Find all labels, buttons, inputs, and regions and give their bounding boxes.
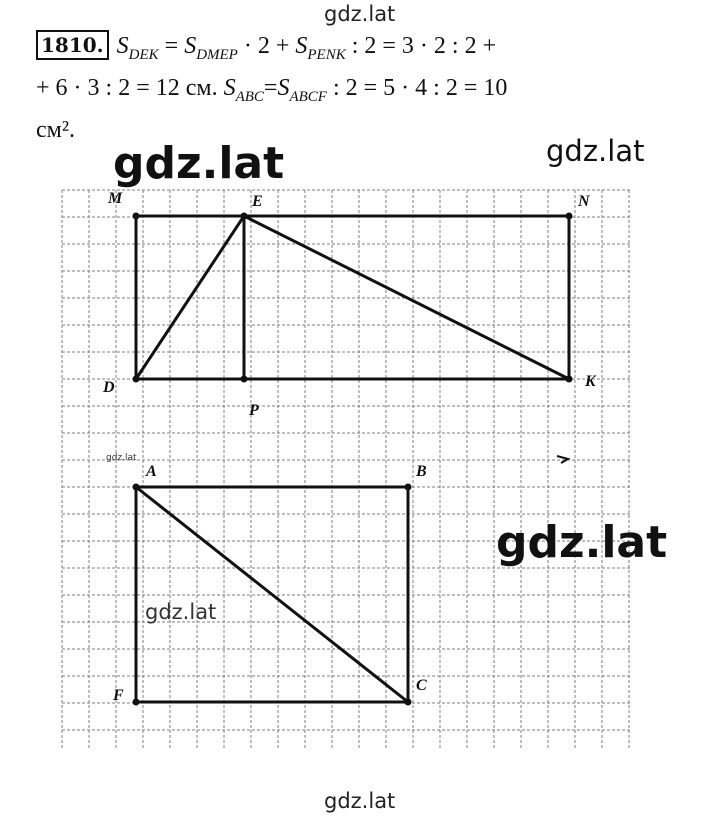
point-m <box>133 213 140 220</box>
watermark-mid-left: gdz.lat <box>145 600 217 624</box>
label-p: P <box>249 402 259 419</box>
watermark-top: gdz.lat <box>324 2 396 26</box>
problem-line-1-text: $S_{DEK} = S_{DMEP} \cdot 2 + S_{PENK}$ : 2 = 3 · 2 : 2 + <box>116 33 497 63</box>
watermark-big-left: gdz.lat <box>113 138 285 189</box>
point-f <box>133 699 140 706</box>
label-e: E <box>252 193 263 210</box>
watermark-mid-right: gdz.lat <box>546 134 645 168</box>
point-n <box>566 213 573 220</box>
point-b <box>405 484 412 491</box>
point-a <box>133 484 140 491</box>
label-c: C <box>416 677 427 694</box>
point-d <box>133 376 140 383</box>
watermark-tiny: gdz.lat <box>106 453 137 463</box>
problem-number: 1810. <box>36 30 109 60</box>
label-k: K <box>585 373 596 390</box>
label-m: M <box>108 190 123 207</box>
point-p <box>241 376 248 383</box>
problem-line-3-text: см². <box>36 116 76 143</box>
problem-line-2-text: + 6 · 3 : 2 = 12 см. $S_{ABC}=S_{ABCF}$ : 2 = 5 · 4 : 2 = 10 <box>36 74 508 105</box>
watermark-big-right: gdz.lat <box>496 517 668 568</box>
point-e <box>241 213 248 220</box>
label-b: B <box>416 463 427 480</box>
point-k <box>566 376 573 383</box>
label-n: N <box>578 193 590 210</box>
label-f: F <box>113 687 124 704</box>
label-a: A <box>146 463 157 480</box>
label-d: D <box>103 379 115 396</box>
watermark-bottom: gdz.lat <box>324 789 396 813</box>
point-c <box>405 699 412 706</box>
